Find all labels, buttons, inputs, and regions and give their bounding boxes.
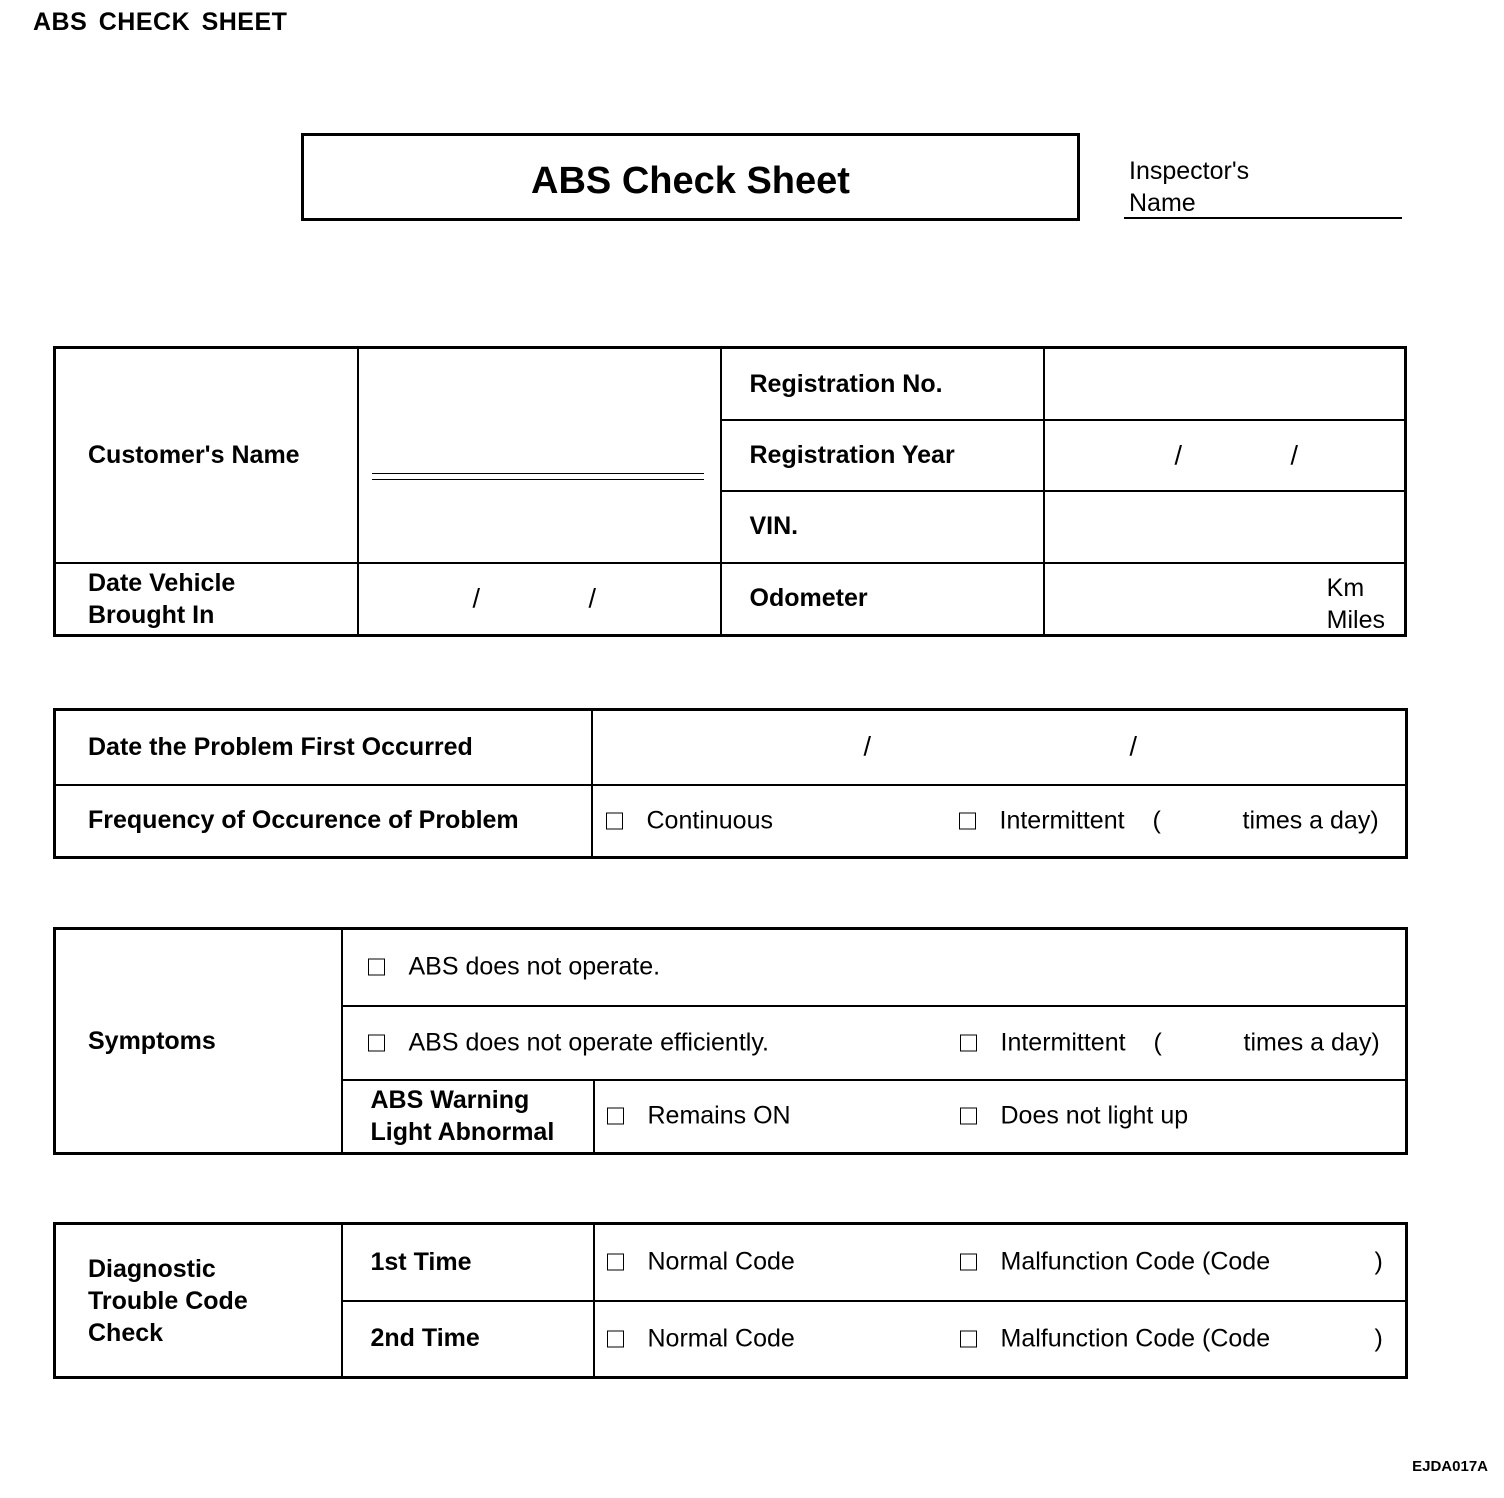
abs-not-operate-option[interactable] xyxy=(368,953,661,982)
checkbox[interactable] xyxy=(368,959,385,976)
date-slash: / xyxy=(1129,731,1138,762)
warning-light-line2: Light Abnormal xyxy=(370,1118,555,1147)
date-slash: / xyxy=(1174,440,1183,471)
abs-not-operate-label: ABS does not operate. xyxy=(408,952,661,981)
vin-field[interactable] xyxy=(1044,491,1406,563)
sheet-title: ABS Check Sheet xyxy=(531,159,850,202)
open-paren: ( xyxy=(1152,806,1161,835)
date-slash: / xyxy=(472,583,481,614)
symptoms-table xyxy=(53,927,1408,1155)
dtc-label xyxy=(55,1224,342,1378)
inspector-label-line1: Inspector's xyxy=(1129,157,1250,185)
first-occurred-label: Date the Problem First Occurred xyxy=(55,710,592,785)
unit-km: Km xyxy=(1326,573,1365,602)
registration-no-label: Registration No. xyxy=(721,348,1044,421)
date-slash: / xyxy=(863,731,872,762)
frequency-label: Frequency of Occurence of Problem xyxy=(55,785,592,858)
dtc-check-table xyxy=(53,1222,1408,1379)
warning-light-options xyxy=(594,1080,1407,1154)
frequency-options xyxy=(592,785,1407,858)
normal-code-label: Normal Code xyxy=(647,1247,795,1276)
first-time-label: 1st Time xyxy=(342,1224,594,1301)
normal-code-label: Normal Code xyxy=(647,1324,795,1353)
continuous-label: Continuous xyxy=(646,806,773,835)
remains-on-option[interactable] xyxy=(607,1102,791,1131)
checkbox[interactable] xyxy=(959,812,976,829)
odometer-label: Odometer xyxy=(721,563,1044,636)
registration-year-label: Registration Year xyxy=(721,420,1044,491)
checkbox[interactable] xyxy=(607,1254,624,1271)
symptom-row-not-operate xyxy=(342,929,1407,1006)
malfunction-code-option[interactable] xyxy=(960,1248,1271,1277)
does-not-light-option[interactable] xyxy=(960,1102,1189,1131)
odometer-units xyxy=(1327,572,1385,636)
vin-label: VIN. xyxy=(721,491,1044,563)
dtc-label-line1: Diagnostic xyxy=(88,1254,216,1283)
vehicle-info-table xyxy=(53,346,1407,637)
normal-code-option[interactable] xyxy=(607,1248,795,1277)
inspector-name-label xyxy=(1129,155,1249,219)
checkbox[interactable] xyxy=(960,1254,977,1271)
section-heading: ABS CHECK SHEET xyxy=(33,8,288,36)
abs-not-efficient-label: ABS does not operate efficiently. xyxy=(408,1028,769,1056)
customer-name-underline xyxy=(372,473,704,480)
odometer-field[interactable] xyxy=(1044,563,1406,636)
dtc-label-line3: Check xyxy=(88,1318,164,1347)
open-paren: ( xyxy=(1153,1028,1162,1056)
checkbox[interactable] xyxy=(368,1034,385,1051)
intermittent-option[interactable] xyxy=(959,806,1125,835)
registration-year-field[interactable] xyxy=(1044,420,1406,491)
does-not-light-label: Does not light up xyxy=(1000,1101,1189,1130)
date-brought-in-line1: Date Vehicle xyxy=(88,568,236,597)
inspector-label-line2: Name xyxy=(1129,189,1196,217)
times-a-day-label: times a day) xyxy=(1243,1028,1380,1056)
customer-name-label: Customer's Name xyxy=(55,348,358,563)
date-brought-in-line2: Brought In xyxy=(88,600,215,629)
checkbox[interactable] xyxy=(960,1034,977,1051)
warning-light-line1: ABS Warning xyxy=(370,1086,530,1115)
malfunction-code-option[interactable] xyxy=(960,1324,1271,1353)
malfunction-code-label: Malfunction Code (Code xyxy=(1000,1247,1271,1276)
times-a-day-label: times a day) xyxy=(1242,806,1379,835)
checkbox[interactable] xyxy=(607,1330,624,1347)
warning-light-label xyxy=(342,1080,594,1154)
date-brought-in-field[interactable] xyxy=(358,563,721,636)
normal-code-option[interactable] xyxy=(607,1324,795,1353)
dtc-label-line2: Trouble Code xyxy=(88,1286,248,1315)
problem-occurrence-table xyxy=(53,708,1408,859)
remains-on-label: Remains ON xyxy=(647,1101,791,1130)
second-time-options xyxy=(594,1301,1407,1378)
customer-name-field[interactable] xyxy=(358,348,721,563)
malfunction-code-label: Malfunction Code (Code xyxy=(1000,1324,1271,1353)
checkbox[interactable] xyxy=(607,1108,624,1125)
symptoms-label: Symptoms xyxy=(55,929,342,1154)
first-time-options xyxy=(594,1224,1407,1301)
second-time-label: 2nd Time xyxy=(342,1301,594,1378)
registration-no-field[interactable] xyxy=(1044,348,1406,421)
close-paren: ) xyxy=(1374,1247,1383,1276)
inspector-name-field[interactable] xyxy=(1124,217,1402,219)
date-slash: / xyxy=(1290,440,1299,471)
symptom-row-not-efficient xyxy=(342,1006,1407,1080)
date-slash: / xyxy=(588,583,597,614)
date-brought-in-label xyxy=(55,563,358,636)
first-occurred-field[interactable] xyxy=(592,710,1407,785)
intermittent-label: Intermittent xyxy=(1000,1028,1126,1056)
figure-code: EJDA017A xyxy=(1412,1458,1488,1475)
close-paren: ) xyxy=(1374,1324,1383,1353)
title-box xyxy=(301,133,1080,221)
checkbox[interactable] xyxy=(960,1108,977,1125)
continuous-option[interactable] xyxy=(606,806,773,835)
unit-miles: Miles xyxy=(1326,605,1385,634)
intermittent-label: Intermittent xyxy=(999,806,1125,835)
checkbox[interactable] xyxy=(960,1330,977,1347)
intermittent-option[interactable] xyxy=(960,1028,1126,1057)
abs-not-efficient-option[interactable] xyxy=(368,1028,769,1057)
checkbox[interactable] xyxy=(606,812,623,829)
